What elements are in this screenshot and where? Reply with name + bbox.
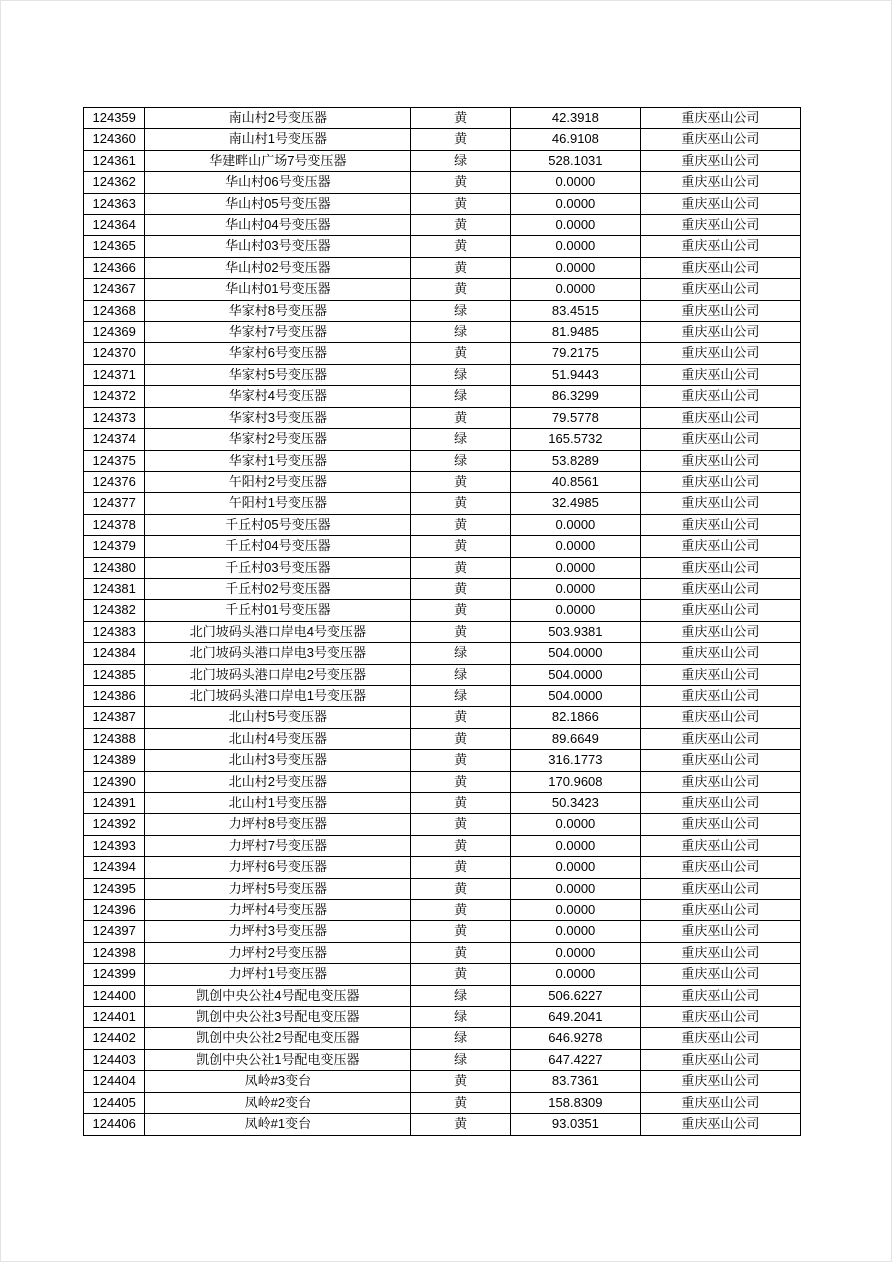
cell-value: 0.0000 bbox=[510, 878, 640, 899]
table-row bbox=[84, 300, 801, 321]
cell-id: 124401 bbox=[84, 1007, 145, 1028]
cell-name: 华家村8号变压器 bbox=[145, 300, 411, 321]
cell-value: 53.8289 bbox=[510, 450, 640, 471]
cell-name: 华山村02号变压器 bbox=[145, 257, 411, 278]
cell-value: 86.3299 bbox=[510, 386, 640, 407]
table-row bbox=[84, 900, 801, 921]
cell-status: 绿 bbox=[411, 364, 511, 385]
cell-id: 124363 bbox=[84, 193, 145, 214]
cell-status: 黄 bbox=[411, 407, 511, 428]
cell-name: 千丘村01号变压器 bbox=[145, 600, 411, 621]
cell-name: 千丘村05号变压器 bbox=[145, 514, 411, 535]
table-row bbox=[84, 279, 801, 300]
cell-status: 黄 bbox=[411, 343, 511, 364]
table-row bbox=[84, 215, 801, 236]
cell-id: 124395 bbox=[84, 878, 145, 899]
cell-id: 124398 bbox=[84, 942, 145, 963]
cell-value: 649.2041 bbox=[510, 1007, 640, 1028]
cell-status: 绿 bbox=[411, 429, 511, 450]
cell-value: 0.0000 bbox=[510, 514, 640, 535]
cell-company: 重庆巫山公司 bbox=[640, 129, 800, 150]
cell-name: 华家村7号变压器 bbox=[145, 322, 411, 343]
cell-status: 黄 bbox=[411, 514, 511, 535]
cell-value: 0.0000 bbox=[510, 215, 640, 236]
cell-name: 力坪村8号变压器 bbox=[145, 814, 411, 835]
table-row bbox=[84, 814, 801, 835]
cell-company: 重庆巫山公司 bbox=[640, 1114, 800, 1135]
cell-company: 重庆巫山公司 bbox=[640, 685, 800, 706]
table-row bbox=[84, 514, 801, 535]
cell-name: 华家村2号变压器 bbox=[145, 429, 411, 450]
cell-id: 124360 bbox=[84, 129, 145, 150]
table-row bbox=[84, 964, 801, 985]
cell-status: 黄 bbox=[411, 1092, 511, 1113]
cell-name: 华建畔山广场7号变压器 bbox=[145, 150, 411, 171]
cell-name: 凯创中央公社1号配电变压器 bbox=[145, 1049, 411, 1070]
table-row bbox=[84, 1092, 801, 1113]
cell-name: 凯创中央公社3号配电变压器 bbox=[145, 1007, 411, 1028]
cell-name: 北山村4号变压器 bbox=[145, 728, 411, 749]
cell-id: 124385 bbox=[84, 664, 145, 685]
cell-value: 0.0000 bbox=[510, 600, 640, 621]
cell-name: 凯创中央公社2号配电变压器 bbox=[145, 1028, 411, 1049]
cell-value: 79.5778 bbox=[510, 407, 640, 428]
cell-company: 重庆巫山公司 bbox=[640, 771, 800, 792]
cell-status: 黄 bbox=[411, 129, 511, 150]
cell-value: 0.0000 bbox=[510, 536, 640, 557]
cell-company: 重庆巫山公司 bbox=[640, 172, 800, 193]
cell-id: 124374 bbox=[84, 429, 145, 450]
cell-name: 凤岭#2变台 bbox=[145, 1092, 411, 1113]
cell-value: 0.0000 bbox=[510, 835, 640, 856]
cell-status: 黄 bbox=[411, 857, 511, 878]
cell-name: 千丘村03号变压器 bbox=[145, 557, 411, 578]
cell-name: 力坪村1号变压器 bbox=[145, 964, 411, 985]
cell-status: 绿 bbox=[411, 450, 511, 471]
table-row bbox=[84, 536, 801, 557]
cell-status: 绿 bbox=[411, 1007, 511, 1028]
cell-status: 黄 bbox=[411, 108, 511, 129]
cell-value: 0.0000 bbox=[510, 172, 640, 193]
cell-value: 32.4985 bbox=[510, 493, 640, 514]
cell-company: 重庆巫山公司 bbox=[640, 985, 800, 1006]
cell-status: 黄 bbox=[411, 279, 511, 300]
cell-id: 124403 bbox=[84, 1049, 145, 1070]
cell-company: 重庆巫山公司 bbox=[640, 878, 800, 899]
cell-value: 0.0000 bbox=[510, 557, 640, 578]
cell-company: 重庆巫山公司 bbox=[640, 514, 800, 535]
cell-value: 504.0000 bbox=[510, 685, 640, 706]
cell-status: 黄 bbox=[411, 493, 511, 514]
cell-value: 528.1031 bbox=[510, 150, 640, 171]
cell-status: 黄 bbox=[411, 750, 511, 771]
cell-company: 重庆巫山公司 bbox=[640, 1049, 800, 1070]
cell-value: 646.9278 bbox=[510, 1028, 640, 1049]
table-row bbox=[84, 578, 801, 599]
table-row bbox=[84, 386, 801, 407]
table-row bbox=[84, 1007, 801, 1028]
cell-company: 重庆巫山公司 bbox=[640, 215, 800, 236]
cell-value: 0.0000 bbox=[510, 236, 640, 257]
cell-value: 170.9608 bbox=[510, 771, 640, 792]
cell-value: 82.1866 bbox=[510, 707, 640, 728]
table-row bbox=[84, 857, 801, 878]
cell-status: 黄 bbox=[411, 900, 511, 921]
cell-id: 124389 bbox=[84, 750, 145, 771]
cell-status: 绿 bbox=[411, 322, 511, 343]
cell-name: 凤岭#3变台 bbox=[145, 1071, 411, 1092]
cell-status: 黄 bbox=[411, 707, 511, 728]
cell-name: 华家村1号变压器 bbox=[145, 450, 411, 471]
cell-value: 83.4515 bbox=[510, 300, 640, 321]
cell-company: 重庆巫山公司 bbox=[640, 343, 800, 364]
cell-company: 重庆巫山公司 bbox=[640, 257, 800, 278]
table-row bbox=[84, 664, 801, 685]
cell-company: 重庆巫山公司 bbox=[640, 450, 800, 471]
cell-id: 124375 bbox=[84, 450, 145, 471]
cell-status: 黄 bbox=[411, 193, 511, 214]
cell-id: 124396 bbox=[84, 900, 145, 921]
cell-name: 华山村03号变压器 bbox=[145, 236, 411, 257]
table-row bbox=[84, 150, 801, 171]
cell-id: 124404 bbox=[84, 1071, 145, 1092]
table-row bbox=[84, 343, 801, 364]
cell-name: 午阳村2号变压器 bbox=[145, 471, 411, 492]
cell-status: 黄 bbox=[411, 1071, 511, 1092]
table-row bbox=[84, 257, 801, 278]
cell-name: 华家村6号变压器 bbox=[145, 343, 411, 364]
cell-company: 重庆巫山公司 bbox=[640, 835, 800, 856]
table-row bbox=[84, 835, 801, 856]
cell-id: 124390 bbox=[84, 771, 145, 792]
cell-status: 绿 bbox=[411, 386, 511, 407]
cell-company: 重庆巫山公司 bbox=[640, 557, 800, 578]
cell-id: 124382 bbox=[84, 600, 145, 621]
cell-company: 重庆巫山公司 bbox=[640, 793, 800, 814]
cell-company: 重庆巫山公司 bbox=[640, 643, 800, 664]
cell-company: 重庆巫山公司 bbox=[640, 236, 800, 257]
cell-company: 重庆巫山公司 bbox=[640, 150, 800, 171]
cell-id: 124384 bbox=[84, 643, 145, 664]
cell-id: 124392 bbox=[84, 814, 145, 835]
cell-company: 重庆巫山公司 bbox=[640, 664, 800, 685]
cell-value: 42.3918 bbox=[510, 108, 640, 129]
cell-company: 重庆巫山公司 bbox=[640, 750, 800, 771]
cell-company: 重庆巫山公司 bbox=[640, 536, 800, 557]
cell-name: 北山村1号变压器 bbox=[145, 793, 411, 814]
cell-status: 黄 bbox=[411, 728, 511, 749]
cell-status: 黄 bbox=[411, 578, 511, 599]
cell-id: 124394 bbox=[84, 857, 145, 878]
cell-id: 124373 bbox=[84, 407, 145, 428]
cell-id: 124377 bbox=[84, 493, 145, 514]
cell-company: 重庆巫山公司 bbox=[640, 193, 800, 214]
cell-status: 绿 bbox=[411, 985, 511, 1006]
cell-company: 重庆巫山公司 bbox=[640, 857, 800, 878]
table-row bbox=[84, 471, 801, 492]
cell-id: 124372 bbox=[84, 386, 145, 407]
table-row bbox=[84, 643, 801, 664]
table-row bbox=[84, 793, 801, 814]
cell-id: 124369 bbox=[84, 322, 145, 343]
cell-id: 124397 bbox=[84, 921, 145, 942]
cell-id: 124361 bbox=[84, 150, 145, 171]
cell-company: 重庆巫山公司 bbox=[640, 964, 800, 985]
cell-status: 黄 bbox=[411, 172, 511, 193]
table-row bbox=[84, 1071, 801, 1092]
table-row bbox=[84, 985, 801, 1006]
cell-company: 重庆巫山公司 bbox=[640, 600, 800, 621]
cell-name: 华山村04号变压器 bbox=[145, 215, 411, 236]
cell-status: 黄 bbox=[411, 814, 511, 835]
cell-id: 124376 bbox=[84, 471, 145, 492]
cell-value: 40.8561 bbox=[510, 471, 640, 492]
table-row bbox=[84, 322, 801, 343]
cell-name: 北门坡码头港口岸电4号变压器 bbox=[145, 621, 411, 642]
cell-id: 124402 bbox=[84, 1028, 145, 1049]
cell-company: 重庆巫山公司 bbox=[640, 900, 800, 921]
table-row bbox=[84, 1049, 801, 1070]
table-row bbox=[84, 557, 801, 578]
cell-id: 124380 bbox=[84, 557, 145, 578]
cell-value: 0.0000 bbox=[510, 964, 640, 985]
cell-status: 黄 bbox=[411, 878, 511, 899]
cell-id: 124368 bbox=[84, 300, 145, 321]
cell-id: 124388 bbox=[84, 728, 145, 749]
cell-id: 124383 bbox=[84, 621, 145, 642]
cell-id: 124359 bbox=[84, 108, 145, 129]
cell-id: 124370 bbox=[84, 343, 145, 364]
cell-name: 北门坡码头港口岸电2号变压器 bbox=[145, 664, 411, 685]
cell-status: 黄 bbox=[411, 557, 511, 578]
cell-id: 124379 bbox=[84, 536, 145, 557]
table-row bbox=[84, 407, 801, 428]
cell-value: 50.3423 bbox=[510, 793, 640, 814]
transformer-table bbox=[83, 107, 801, 1136]
cell-company: 重庆巫山公司 bbox=[640, 300, 800, 321]
cell-company: 重庆巫山公司 bbox=[640, 1092, 800, 1113]
cell-value: 51.9443 bbox=[510, 364, 640, 385]
cell-name: 千丘村02号变压器 bbox=[145, 578, 411, 599]
table-row bbox=[84, 685, 801, 706]
cell-value: 0.0000 bbox=[510, 857, 640, 878]
cell-value: 0.0000 bbox=[510, 193, 640, 214]
table-row bbox=[84, 621, 801, 642]
cell-name: 力坪村5号变压器 bbox=[145, 878, 411, 899]
table-row bbox=[84, 429, 801, 450]
cell-name: 北门坡码头港口岸电1号变压器 bbox=[145, 685, 411, 706]
cell-company: 重庆巫山公司 bbox=[640, 621, 800, 642]
cell-status: 黄 bbox=[411, 942, 511, 963]
table-row bbox=[84, 364, 801, 385]
cell-company: 重庆巫山公司 bbox=[640, 1007, 800, 1028]
cell-value: 79.2175 bbox=[510, 343, 640, 364]
cell-id: 124386 bbox=[84, 685, 145, 706]
cell-value: 504.0000 bbox=[510, 664, 640, 685]
transformer-table-body bbox=[84, 108, 801, 1136]
cell-value: 503.9381 bbox=[510, 621, 640, 642]
cell-status: 黄 bbox=[411, 236, 511, 257]
cell-name: 力坪村6号变压器 bbox=[145, 857, 411, 878]
cell-company: 重庆巫山公司 bbox=[640, 364, 800, 385]
cell-company: 重庆巫山公司 bbox=[640, 386, 800, 407]
cell-id: 124367 bbox=[84, 279, 145, 300]
cell-name: 华山村05号变压器 bbox=[145, 193, 411, 214]
cell-status: 黄 bbox=[411, 793, 511, 814]
cell-name: 华家村5号变压器 bbox=[145, 364, 411, 385]
cell-value: 316.1773 bbox=[510, 750, 640, 771]
cell-status: 黄 bbox=[411, 1114, 511, 1135]
cell-name: 华家村4号变压器 bbox=[145, 386, 411, 407]
cell-status: 黄 bbox=[411, 921, 511, 942]
cell-id: 124406 bbox=[84, 1114, 145, 1135]
cell-value: 46.9108 bbox=[510, 129, 640, 150]
cell-name: 千丘村04号变压器 bbox=[145, 536, 411, 557]
cell-company: 重庆巫山公司 bbox=[640, 921, 800, 942]
cell-name: 北山村3号变压器 bbox=[145, 750, 411, 771]
table-row bbox=[84, 728, 801, 749]
cell-id: 124378 bbox=[84, 514, 145, 535]
cell-status: 黄 bbox=[411, 621, 511, 642]
table-row bbox=[84, 750, 801, 771]
cell-value: 158.8309 bbox=[510, 1092, 640, 1113]
cell-company: 重庆巫山公司 bbox=[640, 814, 800, 835]
cell-name: 力坪村3号变压器 bbox=[145, 921, 411, 942]
cell-company: 重庆巫山公司 bbox=[640, 942, 800, 963]
table-row bbox=[84, 450, 801, 471]
cell-id: 124371 bbox=[84, 364, 145, 385]
cell-company: 重庆巫山公司 bbox=[640, 728, 800, 749]
cell-id: 124391 bbox=[84, 793, 145, 814]
cell-company: 重庆巫山公司 bbox=[640, 322, 800, 343]
table-row bbox=[84, 236, 801, 257]
cell-id: 124362 bbox=[84, 172, 145, 193]
cell-company: 重庆巫山公司 bbox=[640, 493, 800, 514]
cell-value: 504.0000 bbox=[510, 643, 640, 664]
cell-status: 黄 bbox=[411, 835, 511, 856]
cell-value: 506.6227 bbox=[510, 985, 640, 1006]
cell-id: 124381 bbox=[84, 578, 145, 599]
cell-value: 89.6649 bbox=[510, 728, 640, 749]
cell-value: 0.0000 bbox=[510, 942, 640, 963]
cell-name: 凯创中央公社4号配电变压器 bbox=[145, 985, 411, 1006]
cell-company: 重庆巫山公司 bbox=[640, 407, 800, 428]
cell-status: 黄 bbox=[411, 964, 511, 985]
cell-name: 北山村2号变压器 bbox=[145, 771, 411, 792]
cell-id: 124399 bbox=[84, 964, 145, 985]
cell-name: 凤岭#1变台 bbox=[145, 1114, 411, 1135]
cell-id: 124365 bbox=[84, 236, 145, 257]
table-row bbox=[84, 942, 801, 963]
cell-status: 黄 bbox=[411, 771, 511, 792]
cell-status: 绿 bbox=[411, 1049, 511, 1070]
cell-value: 83.7361 bbox=[510, 1071, 640, 1092]
cell-name: 力坪村7号变压器 bbox=[145, 835, 411, 856]
cell-name: 午阳村1号变压器 bbox=[145, 493, 411, 514]
table-row bbox=[84, 108, 801, 129]
cell-status: 绿 bbox=[411, 685, 511, 706]
cell-value: 81.9485 bbox=[510, 322, 640, 343]
cell-company: 重庆巫山公司 bbox=[640, 1071, 800, 1092]
cell-name: 南山村1号变压器 bbox=[145, 129, 411, 150]
table-row bbox=[84, 1028, 801, 1049]
cell-company: 重庆巫山公司 bbox=[640, 108, 800, 129]
cell-id: 124364 bbox=[84, 215, 145, 236]
cell-status: 黄 bbox=[411, 536, 511, 557]
cell-value: 0.0000 bbox=[510, 578, 640, 599]
cell-id: 124366 bbox=[84, 257, 145, 278]
cell-id: 124405 bbox=[84, 1092, 145, 1113]
table-row bbox=[84, 771, 801, 792]
cell-status: 绿 bbox=[411, 643, 511, 664]
cell-id: 124400 bbox=[84, 985, 145, 1006]
table-row bbox=[84, 1114, 801, 1135]
table-row bbox=[84, 493, 801, 514]
cell-status: 黄 bbox=[411, 215, 511, 236]
cell-status: 黄 bbox=[411, 257, 511, 278]
cell-name: 力坪村2号变压器 bbox=[145, 942, 411, 963]
cell-company: 重庆巫山公司 bbox=[640, 279, 800, 300]
cell-name: 力坪村4号变压器 bbox=[145, 900, 411, 921]
table-row bbox=[84, 921, 801, 942]
cell-status: 黄 bbox=[411, 471, 511, 492]
cell-company: 重庆巫山公司 bbox=[640, 707, 800, 728]
cell-value: 0.0000 bbox=[510, 257, 640, 278]
cell-status: 绿 bbox=[411, 300, 511, 321]
cell-status: 绿 bbox=[411, 1028, 511, 1049]
table-row bbox=[84, 129, 801, 150]
cell-value: 0.0000 bbox=[510, 900, 640, 921]
table-row bbox=[84, 878, 801, 899]
cell-name: 华山村01号变压器 bbox=[145, 279, 411, 300]
cell-id: 124387 bbox=[84, 707, 145, 728]
cell-name: 华山村06号变压器 bbox=[145, 172, 411, 193]
cell-name: 北门坡码头港口岸电3号变压器 bbox=[145, 643, 411, 664]
cell-name: 北山村5号变压器 bbox=[145, 707, 411, 728]
cell-value: 647.4227 bbox=[510, 1049, 640, 1070]
cell-company: 重庆巫山公司 bbox=[640, 578, 800, 599]
cell-value: 0.0000 bbox=[510, 814, 640, 835]
cell-company: 重庆巫山公司 bbox=[640, 1028, 800, 1049]
table-row bbox=[84, 172, 801, 193]
cell-company: 重庆巫山公司 bbox=[640, 429, 800, 450]
cell-name: 南山村2号变压器 bbox=[145, 108, 411, 129]
cell-name: 华家村3号变压器 bbox=[145, 407, 411, 428]
cell-value: 165.5732 bbox=[510, 429, 640, 450]
cell-value: 0.0000 bbox=[510, 921, 640, 942]
cell-status: 绿 bbox=[411, 150, 511, 171]
cell-company: 重庆巫山公司 bbox=[640, 471, 800, 492]
cell-value: 93.0351 bbox=[510, 1114, 640, 1135]
table-row bbox=[84, 193, 801, 214]
table-row bbox=[84, 707, 801, 728]
cell-status: 绿 bbox=[411, 664, 511, 685]
cell-id: 124393 bbox=[84, 835, 145, 856]
cell-value: 0.0000 bbox=[510, 279, 640, 300]
table-row bbox=[84, 600, 801, 621]
cell-status: 黄 bbox=[411, 600, 511, 621]
